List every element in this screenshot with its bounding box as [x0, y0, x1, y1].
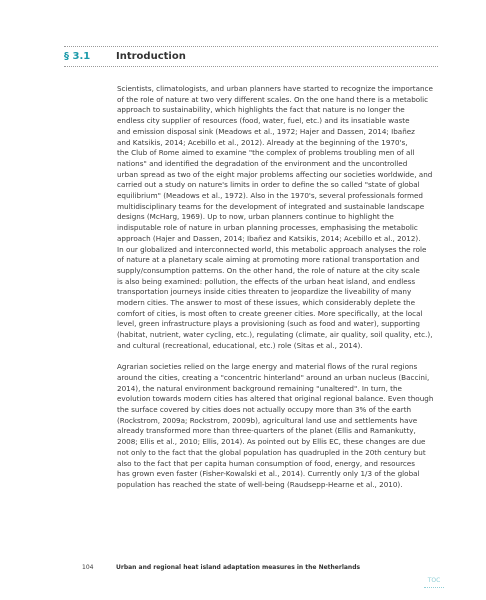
header-dotted-rule-top — [64, 46, 438, 47]
page-number: 104 — [82, 564, 94, 571]
toc-link[interactable]: TOC — [424, 577, 444, 588]
body-text — [117, 84, 437, 501]
paragraph: Scientists, climatologists, and urban planners have started to recognize the importance of the role of nature at two very different scales. On the one hand there is a metabolic approach to sustainability, which highlights the fact that nature is no longer the endless city supplier of resources (food, water, fuel, etc.) and its insatiable waste and emission disposal sink (Meadows et al., 1972; Hajer and Dassen, 2014; Ibañez and Katsikis, 2014; Acebillo et al., 2012). Already at the beginning of the 1970's, the Club of Rome aimed to examine "the complex of problems troubling men of all nations" and identified the degradation of the environment and the uncontrolled urban spread as two of the eight major problems affecting our societies worldwide, and carried out a study on nature's limits in order to define the so called "state of global equilibrium" (Meadows et al., 1972). Also in the 1970's, several professionals formed multidisciplinary teams for the development of integrated and sustainable landscape designs (McHarg, 1969). Up to now, urban planners continue to highlight the indisputable role of nature in urban planning processes, emphasising the metabolic approach (Hajer and Dassen, 2014; Ibañez and Katsikis, 2014; Acebillo et al., 2012). In our globalized and interconnected world, this metabolic approach analyses the role of nature at a planetary scale aiming at promoting more rational transportation and supply/consumption patterns. On the other hand, the role of nature at the city scale is also being examined: pollution, the effects of the urban heat island, and endless transportation journeys inside cities threaten to jeopardize the liveability of many modern cities. The answer to most of these issues, which considerably deplete the comfort of cities, is most often to create greener cities. More specifically, at the local level, green infrastructure plays a provisioning (such as food and water), supporting (habitat, nutrient, water cycling, etc.), regulating (climate, air quality, soil quality, etc.), and cultural (recreational, educational, etc.) role (Sitas et al., 2014). — [117, 84, 433, 350]
running-title: Urban and regional heat island adaptation measures in the Netherlands — [116, 564, 361, 571]
section-number: § 3.1 — [64, 51, 91, 62]
paragraph: Agrarian societies relied on the large energy and material flows of the rural regions around the cities, creating a "concentric hinterland" around an urban nucleus (Baccini, 2014), the natural environment background remaining "unaltered". In turn, the evolution towards modern cities has altered that original regional balance. Even though the surface covered by cities does not actually occupy more than 3% of the earth (Rockstrom, 2009a; Rockstrom, 2009b), agricultural land use and settlements have already transformed more than three-quarters of the planet (Ellis and Ramankutty, 2008; Ellis et al., 2010; Ellis, 2014). As pointed out by Ellis EC, these changes are due not only to the fact that the global population has quadrupled in the 20th century but also to the fact that per capita human consumption of food, energy, and resources has grown even faster (Fisher-Kowalski et al., 2014). Currently only 1/3 of the global population has reached the state of well-being (Raudsepp-Hearne et al., 2010). — [117, 362, 434, 489]
section-heading — [64, 50, 438, 64]
header-dotted-rule-bottom — [64, 66, 438, 67]
page-footer — [64, 563, 438, 573]
section-title: Introduction — [116, 51, 186, 62]
